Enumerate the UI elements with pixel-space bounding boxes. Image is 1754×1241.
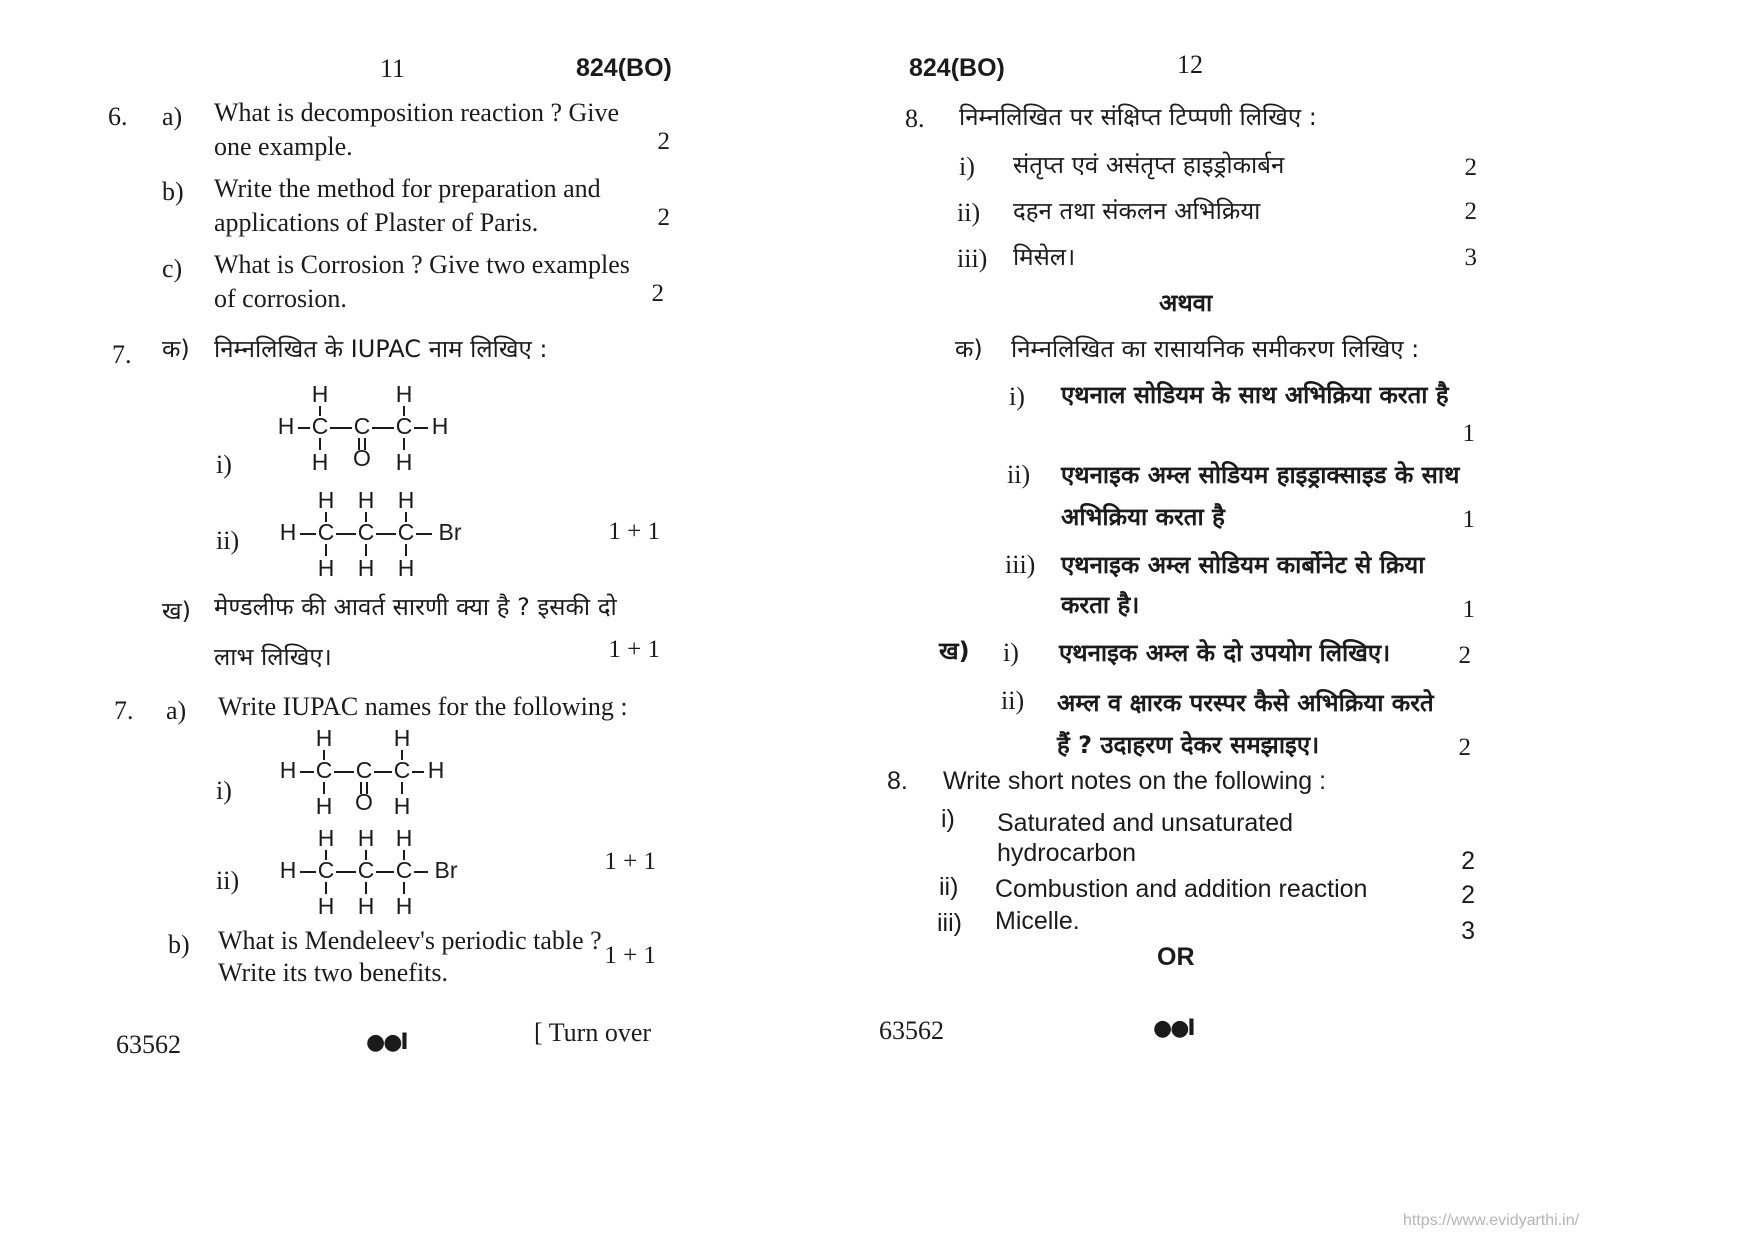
question-text: हैं ? उदाहरण देकर समझाइए।	[1057, 731, 1320, 759]
question-number: 8.	[905, 104, 925, 133]
atom-h: H	[357, 487, 375, 513]
right-page	[877, 0, 1754, 1241]
bromopropane-structure	[276, 822, 486, 922]
question-number: 6.	[108, 102, 128, 131]
sub-label: i)	[941, 805, 955, 833]
question-text: Saturated and unsaturated	[997, 809, 1294, 837]
question-number: 7.	[112, 340, 132, 369]
question-text: Write its two benefits.	[218, 958, 449, 987]
sub-label: a)	[166, 696, 187, 725]
sub-label: ii)	[216, 866, 240, 895]
question-text: एथनाइक अम्ल के दो उपयोग लिखिए।	[1059, 639, 1391, 667]
or-divider: अथवा	[1159, 289, 1213, 317]
question-number: 8.	[887, 767, 908, 795]
turn-over: [ Turn over	[534, 1018, 652, 1047]
atom-h: H	[317, 893, 335, 919]
acetone-structure	[276, 722, 476, 822]
footer-dots: ●●I	[366, 1030, 407, 1055]
question-text: अभिक्रिया करता है	[1061, 503, 1225, 531]
atom-h: H	[279, 757, 297, 783]
question-text: निम्नलिखित के IUPAC नाम लिखिए :	[214, 335, 548, 363]
marks: 1	[1462, 596, 1475, 623]
marks: 1	[1462, 506, 1475, 533]
atom-h: H	[279, 857, 297, 883]
sub-label: i)	[216, 450, 232, 479]
atom-h: H	[357, 893, 375, 919]
marks: 3	[1461, 917, 1475, 945]
question-text: निम्नलिखित पर संक्षिप्त टिप्पणी लिखिए :	[959, 103, 1317, 131]
atom-h: H	[431, 413, 449, 439]
question-text: Write short notes on the following :	[943, 767, 1327, 795]
atom-br: Br	[438, 519, 462, 545]
atom-h: H	[397, 487, 415, 513]
sub-label: क)	[162, 335, 190, 363]
sub-label: b)	[168, 930, 190, 959]
bromopropane-structure	[276, 484, 486, 584]
atom-h: H	[317, 487, 335, 513]
question-text: applications of Plaster of Paris.	[214, 208, 539, 237]
atom-c: C	[315, 757, 333, 783]
atom-h: H	[279, 519, 297, 545]
sub-label: क)	[955, 335, 983, 363]
atom-h: H	[311, 449, 329, 475]
atom-br: Br	[434, 857, 458, 883]
paper-code: 824(BO)	[909, 54, 1005, 82]
question-text: मिसेल।	[1013, 243, 1076, 271]
question-text: एथनाल सोडियम के साथ अभिक्रिया करता है	[1061, 381, 1449, 409]
question-text: निम्नलिखित का रासायनिक समीकरण लिखिए :	[1011, 335, 1420, 363]
sub-label: i)	[959, 152, 975, 181]
sub-label: i)	[1009, 382, 1025, 411]
paper-code: 824(BO)	[576, 54, 672, 82]
atom-h: H	[315, 725, 333, 751]
marks: 2	[1458, 642, 1471, 669]
footer-dots: ●●I	[1153, 1016, 1194, 1041]
question-text: Combustion and addition reaction	[995, 875, 1368, 903]
watermark-url[interactable]: https://www.evidyarthi.in/	[1403, 1212, 1580, 1229]
atom-h: H	[395, 825, 413, 851]
atom-h: H	[395, 449, 413, 475]
marks: 2	[1464, 198, 1477, 225]
footer-serial: 63562	[116, 1030, 181, 1059]
atom-c: C	[317, 519, 335, 545]
atom-h: H	[317, 825, 335, 851]
atom-c: C	[357, 857, 375, 883]
question-text: संतृप्त एवं असंतृप्त हाइड्रोकार्बन	[1013, 151, 1285, 179]
question-text: hydrocarbon	[997, 839, 1136, 867]
page-number: 11	[380, 54, 406, 83]
atom-o: O	[353, 445, 371, 471]
sub-label: ख)	[939, 637, 970, 665]
atom-h: H	[393, 725, 411, 751]
atom-c: C	[395, 857, 413, 883]
atom-c: C	[393, 757, 411, 783]
atom-c: C	[397, 519, 415, 545]
marks: 1 + 1	[604, 942, 656, 969]
acetone-structure	[276, 378, 476, 478]
question-text: एथनाइक अम्ल सोडियम कार्बोनेट से क्रिया	[1061, 551, 1425, 579]
marks: 1 + 1	[608, 518, 660, 545]
question-text: of corrosion.	[214, 284, 347, 313]
question-text: Write the method for preparation and	[214, 174, 601, 203]
question-text: Write IUPAC names for the following :	[218, 692, 628, 721]
sub-label: a)	[162, 102, 183, 131]
atom-o: O	[355, 789, 373, 815]
marks: 3	[1464, 244, 1477, 271]
question-text: एथनाइक अम्ल सोडियम हाइड्राक्साइड के साथ	[1061, 461, 1460, 489]
or-divider: OR	[1157, 943, 1195, 971]
marks: 2	[657, 128, 670, 155]
atom-c: C	[355, 757, 373, 783]
marks: 1 + 1	[608, 636, 660, 663]
marks: 2	[1458, 734, 1471, 761]
sub-label: iii)	[957, 244, 988, 273]
atom-h: H	[395, 381, 413, 407]
footer-serial: 63562	[879, 1016, 944, 1045]
question-text: What is decomposition reaction ? Give	[214, 98, 620, 127]
atom-h: H	[311, 381, 329, 407]
atom-c: C	[317, 857, 335, 883]
question-text: मेण्डलीफ की आवर्त सारणी क्या है ? इसकी दो	[214, 593, 617, 621]
atom-c: C	[357, 519, 375, 545]
marks: 1	[1462, 420, 1475, 447]
sub-label: i)	[1003, 638, 1019, 667]
sub-label: ii)	[1007, 460, 1031, 489]
page-number: 12	[1177, 50, 1203, 79]
sub-label: ii)	[939, 873, 959, 901]
sub-label: ii)	[216, 526, 240, 555]
marks: 1 + 1	[604, 848, 656, 875]
question-text: लाभ लिखिए।	[214, 643, 332, 671]
atom-c: C	[311, 413, 329, 439]
atom-h: H	[317, 555, 335, 581]
question-number: 7.	[114, 696, 134, 725]
question-text: What is Corrosion ? Give two examples	[214, 250, 630, 279]
atom-c: C	[353, 413, 371, 439]
atom-h: H	[315, 793, 333, 819]
sub-label: b)	[162, 177, 184, 206]
question-text: करता है।	[1061, 591, 1140, 619]
atom-h: H	[427, 757, 445, 783]
sub-label: iii)	[1005, 550, 1036, 579]
question-text: अम्ल व क्षारक परस्पर कैसे अभिक्रिया करते	[1057, 689, 1434, 717]
marks: 2	[657, 204, 670, 231]
atom-h: H	[397, 555, 415, 581]
sub-label: c)	[162, 254, 183, 283]
marks: 2	[1464, 154, 1477, 181]
question-text: दहन तथा संकलन अभिक्रिया	[1013, 197, 1261, 225]
atom-h: H	[277, 413, 295, 439]
sub-label: iii)	[937, 909, 962, 937]
question-text: What is Mendeleev's periodic table ?	[218, 926, 602, 955]
question-text: Micelle.	[995, 907, 1080, 935]
atom-h: H	[357, 555, 375, 581]
atom-c: C	[395, 413, 413, 439]
marks: 2	[651, 280, 664, 307]
marks: 2	[1461, 881, 1475, 909]
question-text: one example.	[214, 132, 353, 161]
atom-h: H	[395, 893, 413, 919]
atom-h: H	[357, 825, 375, 851]
sub-label: ख)	[162, 597, 191, 625]
sub-label: ii)	[1001, 686, 1025, 715]
sub-label: i)	[216, 776, 232, 805]
sub-label: ii)	[957, 198, 981, 227]
marks: 2	[1461, 847, 1475, 875]
atom-h: H	[393, 793, 411, 819]
